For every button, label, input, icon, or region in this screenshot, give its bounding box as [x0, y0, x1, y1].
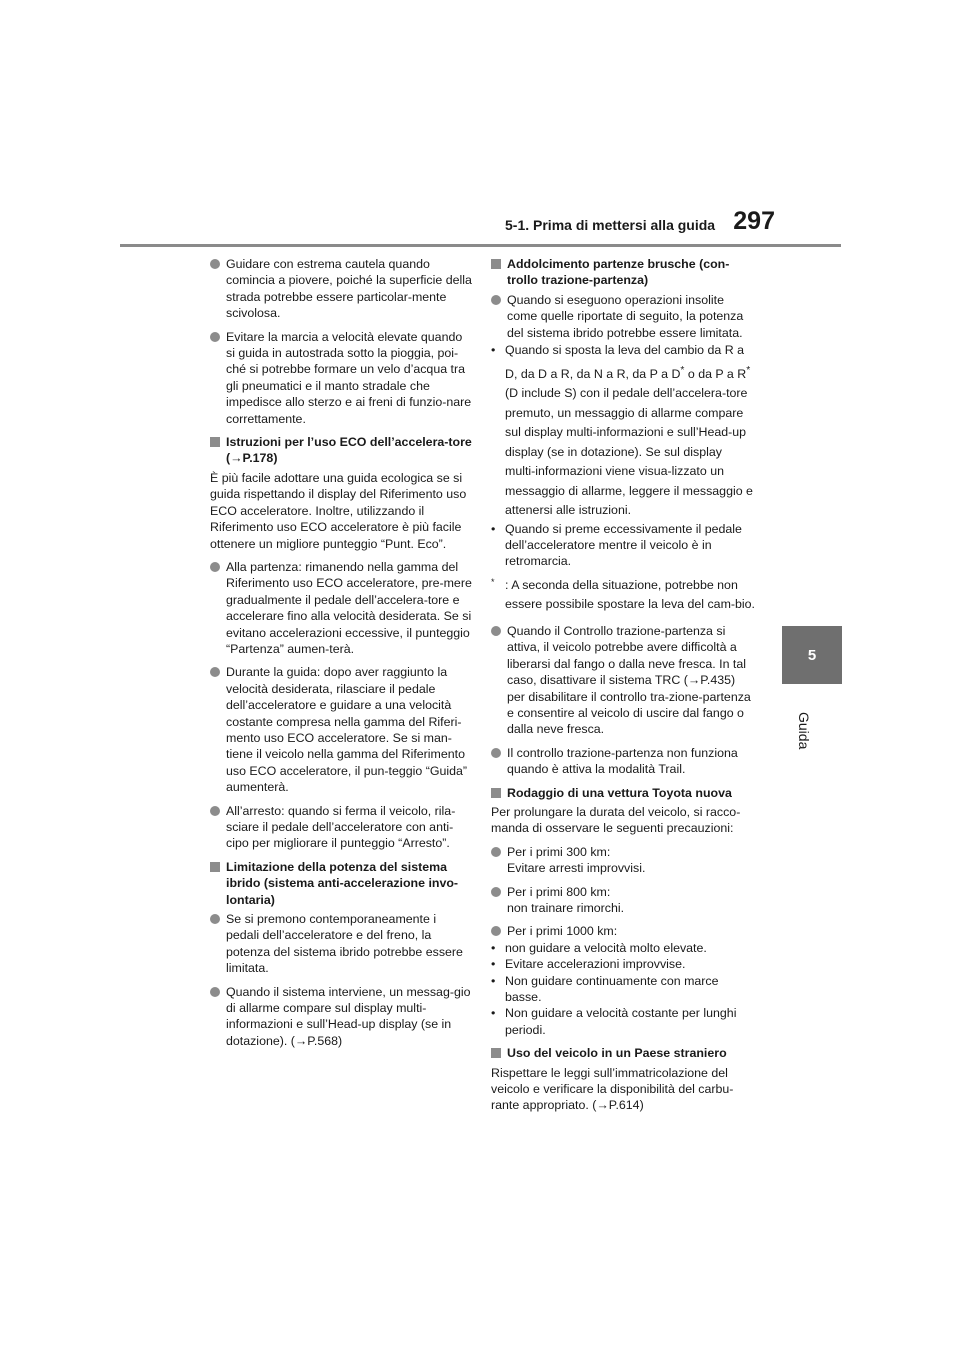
- chapter-label: Guida: [796, 712, 812, 750]
- page-reference-link[interactable]: →P.568): [294, 1033, 343, 1048]
- bullet-square-icon: [210, 862, 220, 872]
- section-heading: Uso del veicolo in un Paese straniero: [491, 1045, 755, 1061]
- footnote-marker: *: [491, 576, 495, 587]
- bullet-circle-icon: [491, 847, 501, 857]
- page-reference-link[interactable]: →P.435): [687, 673, 736, 688]
- page-reference-link[interactable]: →P.178): [230, 451, 278, 466]
- bullet-square-icon: [491, 788, 501, 798]
- sub-list-item: • Non guidare a velocità costante per lunghi periodi.: [491, 1006, 737, 1037]
- sub-list-item: • Non guidare continuamente con marce basse.: [491, 973, 719, 1004]
- list-item: Quando il Controllo trazione-partenza si attiva, il veicolo potrebbe avere difficoltà a liberarsi dal fango o dalla neve fresca. In tal caso, disattivare il sistema TRC (→P.435) per disabilitare il controllo tra-zione-partenza e consentire al veicolo di uscire dal fango o dalla neve fresca.: [491, 623, 755, 738]
- list-item: Per i primi 800 km: non trainare rimorchi.: [491, 884, 755, 917]
- page-reference-link[interactable]: →P.614): [596, 1098, 644, 1113]
- sub-bullet-icon: •: [491, 343, 496, 358]
- section-heading: Limitazione della potenza del sistema ibrido (sistema anti-accelerazione invo-lontaria): [210, 859, 472, 908]
- bullet-circle-icon: [210, 806, 220, 816]
- bullet-circle-icon: [491, 295, 501, 305]
- paragraph: Per prolungare la durata del veicolo, si racco-manda di osservare le seguenti precauzioni:: [491, 804, 741, 836]
- sub-bullet-icon: •: [491, 957, 496, 972]
- list-item: Evitare la marcia a velocità elevate quando si guida in autostrada sotto la pioggia, poi-ché si potrebbe formare un velo d’acqua tra gli pneumatici e il manto stradale che impedisce allo sterzo e ai freni di funzio-nare correttamente.: [210, 329, 472, 427]
- sub-list-item: • Quando si sposta la leva del cambio da R a D, da D a R, da N a R, da P a D* o da P a R* (D include S) con il pedale dell’accelera-tore premuto, un messaggio di allarme compare sul display multi-informazioni e sull’Head-up display (se in dotazione). Se sul display multi-informazioni viene visua-lizzato un messaggio di allarme, leggere il messaggio e attenersi alle istruzioni.: [491, 343, 753, 518]
- list-item: Quando si eseguono operazioni insolite come quelle riportate di seguito, la potenza del sistema ibrido potrebbe essere limitata.: [491, 292, 755, 341]
- footnote-marker: *: [680, 364, 685, 376]
- bullet-circle-icon: [210, 332, 220, 342]
- list-item: Quando il sistema interviene, un messag-gio di allarme compare sul display multi-informazioni e sull’Head-up display (se in dotazione). (→P.568): [210, 984, 472, 1050]
- footnote: * : A seconda della situazione, potrebbe non essere possibile spostare la leva del cam-bio.: [491, 576, 755, 615]
- list-item: Se si premono contemporaneamente i pedali dell’acceleratore e del freno, la potenza del sistema ibrido potrebbe essere limitata.: [210, 911, 472, 977]
- list-item: Durante la guida: dopo aver raggiunto la velocità desiderata, rilasciare il pedale dell’acceleratore e guidare a una velocità costante compresa nella gamma del Riferi-mento uso ECO acceleratore. Se si man-tiene il veicolo nella gamma del Riferimento uso ECO acceleratore, il pun-teggio “Guida” aumenterà.: [210, 664, 472, 795]
- chapter-number: 5: [807, 646, 817, 664]
- bullet-circle-icon: [491, 887, 501, 897]
- sub-bullet-icon: •: [491, 940, 496, 955]
- list-item: Per i primi 300 km: Evitare arresti improvvisi.: [491, 844, 755, 877]
- bullet-circle-icon: [491, 926, 501, 936]
- list-item: Il controllo trazione-partenza non funziona quando è attiva la modalità Trail.: [491, 745, 755, 778]
- sub-bullet-icon: •: [491, 521, 496, 536]
- list-item: All’arresto: quando si ferma il veicolo, rila-sciare il pedale dell’acceleratore con anti-cipo per migliorare il punteggio “Arresto”.: [210, 803, 472, 852]
- section-title: 5-1. Prima di mettersi alla guida: [505, 217, 716, 233]
- section-heading: Addolcimento partenze brusche (con-trollo trazione-partenza): [491, 256, 755, 289]
- bullet-circle-icon: [210, 259, 220, 269]
- bullet-circle-icon: [210, 562, 220, 572]
- bullet-circle-icon: [491, 626, 501, 636]
- list-item: Guidare con estrema cautela quando comincia a piovere, poiché la superficie della strada potrebbe essere particolar-mente scivolosa.: [210, 256, 472, 322]
- bullet-circle-icon: [210, 987, 220, 997]
- sub-list-item: • non guidare a velocità molto elevate.: [491, 940, 707, 955]
- footnote-marker: *: [746, 364, 751, 376]
- bullet-circle-icon: [210, 667, 220, 677]
- bullet-circle-icon: [491, 748, 501, 758]
- bullet-circle-icon: [210, 914, 220, 924]
- right-column: [491, 256, 755, 1121]
- section-heading: Rodaggio di una vettura Toyota nuova: [491, 785, 755, 801]
- bullet-square-icon: [491, 1048, 501, 1058]
- sub-bullet-icon: •: [491, 1006, 496, 1021]
- left-column: [210, 256, 472, 1056]
- chapter-tab[interactable]: [782, 626, 842, 684]
- page-number: 297: [733, 207, 775, 235]
- bullet-square-icon: [491, 259, 501, 269]
- header-rule: [120, 244, 841, 247]
- sub-list-item: • Evitare accelerazioni improvvise.: [491, 957, 686, 972]
- list-item: Per i primi 1000 km:: [491, 923, 755, 939]
- list-item: Alla partenza: rimanendo nella gamma del Riferimento uso ECO acceleratore, pre-mere gradualmente il pedale dell’accelera-tore e accelerare fino alla velocità desiderata. Se si evitano accelerazioni eccessive, il punteggio “Partenza” aumen-terà.: [210, 559, 472, 657]
- page-header: [505, 207, 775, 241]
- bullet-square-icon: [210, 437, 220, 447]
- sub-bullet-icon: •: [491, 973, 496, 988]
- sub-list-item: • Quando si preme eccessivamente il pedale dell’acceleratore mentre il veicolo è in retromarcia.: [491, 521, 742, 569]
- section-heading: Istruzioni per l’uso ECO dell’accelera-tore (→P.178): [210, 434, 472, 467]
- paragraph: Rispettare le leggi sull’immatricolazione del veicolo e verificare la disponibilità del carbu-rante appropriato. (→P.614): [491, 1065, 734, 1113]
- paragraph: È più facile adottare una guida ecologica se si guida rispettando il display del Riferimento uso ECO acceleratore. Inoltre, utilizzando il Riferimento uso ECO acceleratore è più facile ottenere un migliore punteggio “Punt. Eco”.: [210, 470, 467, 551]
